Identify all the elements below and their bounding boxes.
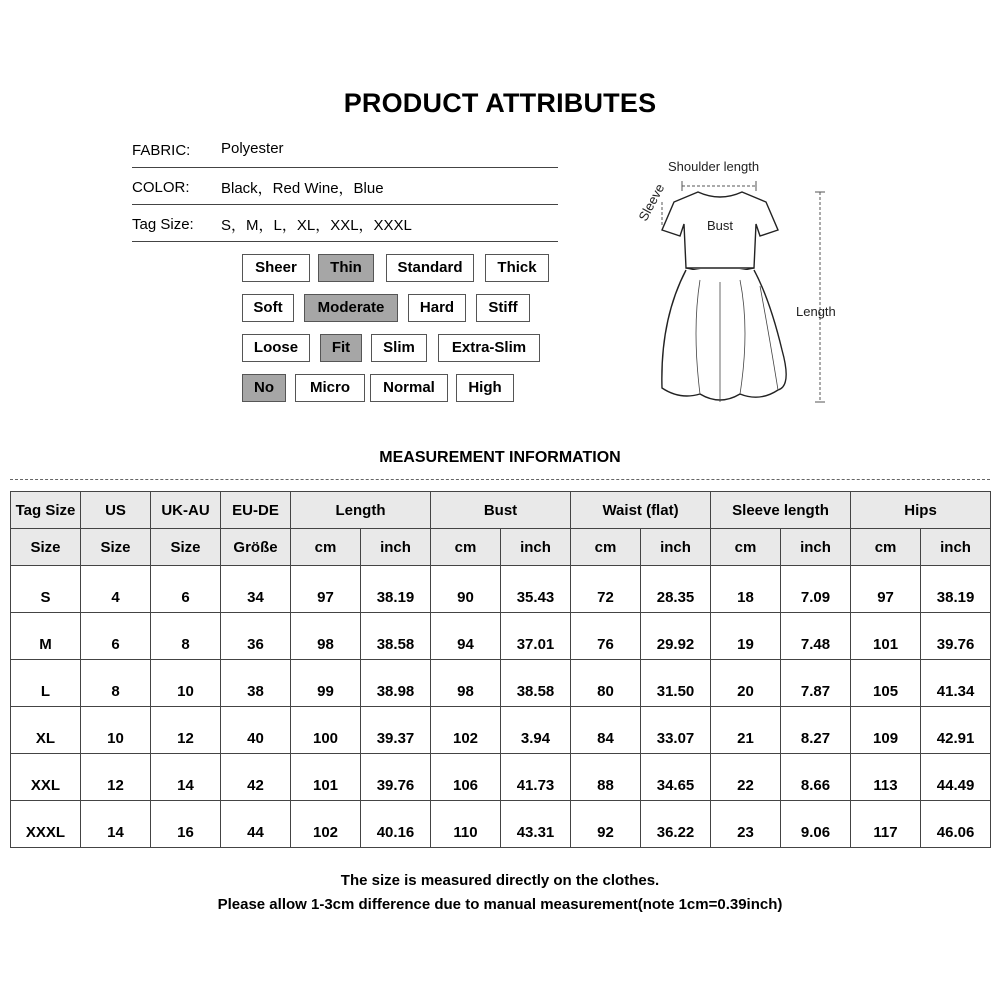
table-cell: L — [11, 660, 81, 707]
table-cell: 90 — [431, 566, 501, 613]
divider — [132, 241, 558, 242]
table-cell: 8 — [151, 613, 221, 660]
table-cell: 8.66 — [781, 754, 851, 801]
table-cell: 33.07 — [641, 707, 711, 754]
table-cell: 99 — [291, 660, 361, 707]
table-cell: 117 — [851, 801, 921, 848]
table-cell: 39.37 — [361, 707, 431, 754]
option-sheer[interactable]: Sheer — [242, 254, 310, 282]
table-cell: XXXL — [11, 801, 81, 848]
table-cell: S — [11, 566, 81, 613]
table-cell: 38.19 — [361, 566, 431, 613]
table-subheader-row — [11, 529, 991, 566]
table-cell: 38.98 — [361, 660, 431, 707]
table-cell: 36.22 — [641, 801, 711, 848]
table-cell: 6 — [151, 566, 221, 613]
table-cell: 8 — [81, 660, 151, 707]
table-cell: 3.94 — [501, 707, 571, 754]
table-cell: 19 — [711, 613, 781, 660]
option-no[interactable]: No — [242, 374, 286, 402]
table-cell: 34.65 — [641, 754, 711, 801]
table-cell: 102 — [291, 801, 361, 848]
table-cell: 94 — [431, 613, 501, 660]
note-measured: The size is measured directly on the clothes. — [340, 872, 660, 889]
table-cell: 35.43 — [501, 566, 571, 613]
table-cell: 34 — [221, 566, 291, 613]
table-cell: 10 — [151, 660, 221, 707]
table-cell: 40.16 — [361, 801, 431, 848]
table-cell: 23 — [711, 801, 781, 848]
table-row — [11, 660, 991, 707]
sleeve-label: Sleeve — [635, 181, 668, 224]
option-slim[interactable]: Slim — [371, 334, 427, 362]
table-cell: 101 — [851, 613, 921, 660]
measurement-title: MEASUREMENT INFORMATION — [379, 449, 621, 466]
table-cell: M — [11, 613, 81, 660]
page-title: PRODUCT ATTRIBUTES — [343, 88, 657, 118]
table-subheader-cell: Size — [81, 529, 151, 566]
table-header-cell: Waist (flat) — [571, 492, 711, 529]
dress-diagram — [620, 150, 860, 420]
option-stiff[interactable]: Stiff — [476, 294, 530, 322]
table-cell: 39.76 — [921, 613, 991, 660]
table-header-row — [11, 492, 991, 529]
table-row — [11, 801, 991, 848]
attribute-value: Black，Red Wine，Blue — [221, 180, 384, 197]
table-cell: 38.58 — [361, 613, 431, 660]
table-cell: 42.91 — [921, 707, 991, 754]
table-cell: 12 — [81, 754, 151, 801]
table-cell: 7.87 — [781, 660, 851, 707]
table-cell: 37.01 — [501, 613, 571, 660]
attribute-label: COLOR: — [132, 179, 190, 196]
shoulder-length-label: Shoulder length — [668, 159, 760, 174]
table-cell: 97 — [851, 566, 921, 613]
table-header-cell: UK-AU — [151, 492, 221, 529]
table-cell: 29.92 — [641, 613, 711, 660]
table-cell: 98 — [291, 613, 361, 660]
table-header-cell: Length — [291, 492, 431, 529]
table-cell: 44.49 — [921, 754, 991, 801]
dashed-divider — [10, 479, 990, 480]
table-cell: 46.06 — [921, 801, 991, 848]
table-cell: 10 — [81, 707, 151, 754]
table-cell: 14 — [81, 801, 151, 848]
table-cell: 21 — [711, 707, 781, 754]
table-row — [11, 754, 991, 801]
table-header-cell: EU-DE — [221, 492, 291, 529]
measurement-table — [10, 491, 991, 848]
table-cell: 44 — [221, 801, 291, 848]
attribute-label: Tag Size: — [132, 216, 194, 233]
table-cell: 98 — [431, 660, 501, 707]
attribute-value: Polyester — [221, 140, 284, 157]
table-header-cell: Tag Size — [11, 492, 81, 529]
table-cell: 8.27 — [781, 707, 851, 754]
table-cell: 14 — [151, 754, 221, 801]
table-cell: 92 — [571, 801, 641, 848]
table-subheader-cell: Size — [151, 529, 221, 566]
table-subheader-cell: inch — [921, 529, 991, 566]
table-cell: 84 — [571, 707, 641, 754]
table-row — [11, 613, 991, 660]
table-cell: 105 — [851, 660, 921, 707]
table-cell: 38 — [221, 660, 291, 707]
table-header-cell: Hips — [851, 492, 991, 529]
table-cell: 38.19 — [921, 566, 991, 613]
table-cell: 36 — [221, 613, 291, 660]
table-cell: 43.31 — [501, 801, 571, 848]
table-cell: 7.09 — [781, 566, 851, 613]
table-cell: XL — [11, 707, 81, 754]
bust-label: Bust — [707, 218, 734, 233]
table-cell: 100 — [291, 707, 361, 754]
attribute-value: S，M，L，XL，XXL，XXXL — [221, 217, 412, 234]
table-subheader-cell: inch — [361, 529, 431, 566]
table-cell: 40 — [221, 707, 291, 754]
dress-skirt — [662, 270, 786, 400]
table-row — [11, 707, 991, 754]
option-extra-slim[interactable]: Extra-Slim — [438, 334, 540, 362]
length-label: Length — [796, 304, 836, 319]
table-subheader-cell: cm — [851, 529, 921, 566]
table-cell: 72 — [571, 566, 641, 613]
attribute-fabric — [132, 132, 558, 168]
table-cell: 106 — [431, 754, 501, 801]
table-subheader-cell: cm — [431, 529, 501, 566]
table-subheader-cell: cm — [571, 529, 641, 566]
table-cell: 22 — [711, 754, 781, 801]
option-normal[interactable]: Normal — [370, 374, 448, 402]
option-moderate[interactable]: Moderate — [304, 294, 398, 322]
table-cell: 39.76 — [361, 754, 431, 801]
table-cell: 4 — [81, 566, 151, 613]
divider — [132, 167, 558, 168]
table-subheader-cell: inch — [501, 529, 571, 566]
table-cell: 20 — [711, 660, 781, 707]
option-hard[interactable]: Hard — [408, 294, 466, 322]
table-cell: XXL — [11, 754, 81, 801]
table-header-cell: US — [81, 492, 151, 529]
option-micro[interactable]: Micro — [295, 374, 365, 402]
table-cell: 42 — [221, 754, 291, 801]
option-high[interactable]: High — [456, 374, 514, 402]
table-subheader-cell: cm — [291, 529, 361, 566]
table-cell: 18 — [711, 566, 781, 613]
attribute-label: FABRIC: — [132, 142, 191, 159]
table-subheader-cell: Größe — [221, 529, 291, 566]
divider — [132, 204, 558, 205]
table-subheader-cell: cm — [711, 529, 781, 566]
table-cell: 7.48 — [781, 613, 851, 660]
table-cell: 101 — [291, 754, 361, 801]
table-cell: 88 — [571, 754, 641, 801]
table-cell: 41.34 — [921, 660, 991, 707]
table-header-cell: Bust — [431, 492, 571, 529]
table-cell: 41.73 — [501, 754, 571, 801]
table-cell: 110 — [431, 801, 501, 848]
table-cell: 16 — [151, 801, 221, 848]
attribute-color — [132, 169, 558, 205]
option-soft[interactable]: Soft — [242, 294, 294, 322]
table-subheader-cell: inch — [781, 529, 851, 566]
table-subheader-cell: inch — [641, 529, 711, 566]
table-cell: 9.06 — [781, 801, 851, 848]
table-cell: 80 — [571, 660, 641, 707]
table-header-cell: Sleeve length — [711, 492, 851, 529]
table-row — [11, 566, 991, 613]
option-thin[interactable]: Thin — [318, 254, 374, 282]
table-cell: 28.35 — [641, 566, 711, 613]
option-standard[interactable]: Standard — [386, 254, 474, 282]
table-cell: 6 — [81, 613, 151, 660]
table-cell: 102 — [431, 707, 501, 754]
note-difference: Please allow 1-3cm difference due to manual measurement(note 1cm=0.39inch) — [217, 896, 783, 913]
table-cell: 113 — [851, 754, 921, 801]
table-cell: 76 — [571, 613, 641, 660]
table-cell: 12 — [151, 707, 221, 754]
option-loose[interactable]: Loose — [242, 334, 310, 362]
table-cell: 97 — [291, 566, 361, 613]
table-cell: 109 — [851, 707, 921, 754]
option-thick[interactable]: Thick — [485, 254, 549, 282]
table-cell: 38.58 — [501, 660, 571, 707]
option-fit[interactable]: Fit — [320, 334, 362, 362]
attribute-tag-size — [132, 206, 558, 242]
table-subheader-cell: Size — [11, 529, 81, 566]
table-cell: 31.50 — [641, 660, 711, 707]
